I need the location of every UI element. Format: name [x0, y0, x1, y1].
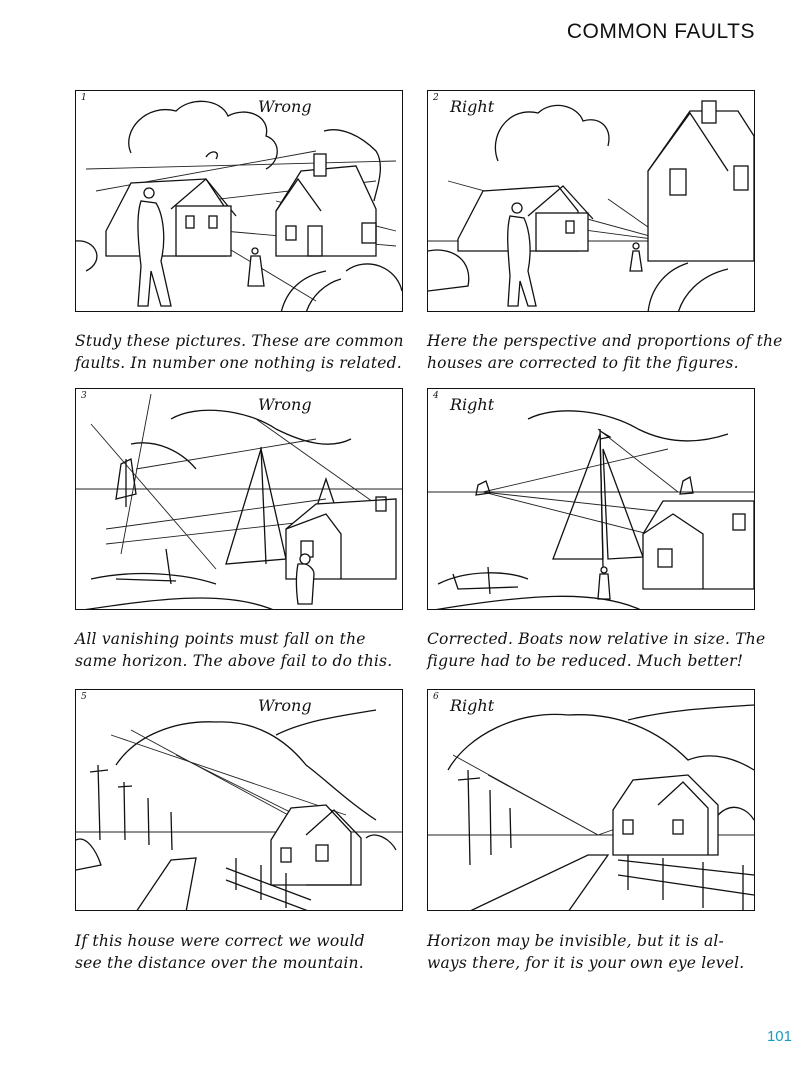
panel-verdict-label: Wrong	[258, 97, 312, 116]
caption-line: faults. In number one nothing is related.	[75, 354, 402, 372]
street-houses-right-drawing	[428, 91, 755, 312]
caption-line: figure had to be reduced. Much better!	[427, 652, 744, 670]
harbor-boats-wrong-drawing	[76, 389, 403, 610]
caption-line: Horizon may be invisible, but it is al-	[427, 932, 724, 950]
panel-verdict-label: Right	[450, 395, 495, 414]
panel-number: 1	[81, 93, 87, 103]
panel-5-caption	[75, 930, 405, 974]
panel-1-caption	[75, 330, 405, 374]
panel-verdict-label: Wrong	[258, 696, 312, 715]
street-houses-wrong-drawing	[76, 91, 403, 312]
panel-verdict-label: Wrong	[258, 395, 312, 414]
panel-6-caption	[427, 930, 757, 974]
illustration-panel-3	[75, 388, 403, 610]
caption-line: All vanishing points must fall on the	[75, 630, 366, 648]
caption-line: Here the perspective and proportions of the	[427, 332, 783, 350]
caption-line: Corrected. Boats now relative in size. The	[427, 630, 766, 648]
illustration-panel-6	[427, 689, 755, 911]
panel-verdict-label: Right	[450, 97, 495, 116]
panel-number: 4	[433, 391, 439, 401]
illustration-panel-2	[427, 90, 755, 312]
panel-number: 3	[81, 391, 87, 401]
panel-number: 5	[81, 692, 87, 702]
illustration-panel-1	[75, 90, 403, 312]
caption-line: ways there, for it is your own eye level.	[427, 954, 745, 972]
country-road-wrong-drawing	[76, 690, 403, 911]
panel-number: 6	[433, 692, 439, 702]
panel-number: 2	[433, 93, 439, 103]
page-number: 101	[766, 1028, 792, 1045]
page-title: COMMON FAULTS	[566, 20, 755, 43]
caption-line: same horizon. The above fail to do this.	[75, 652, 393, 670]
illustration-panel-4	[427, 388, 755, 610]
caption-line: Study these pictures. These are common	[75, 332, 404, 350]
panel-4-caption	[427, 628, 766, 672]
country-road-right-drawing	[428, 690, 755, 911]
caption-line: houses are corrected to fit the figures.	[427, 354, 739, 372]
panel-3-caption	[75, 628, 405, 672]
harbor-boats-right-drawing	[428, 389, 755, 610]
caption-line: see the distance over the mountain.	[75, 954, 364, 972]
panel-verdict-label: Right	[450, 696, 495, 715]
panel-2-caption	[427, 330, 783, 374]
illustration-panel-5	[75, 689, 403, 911]
caption-line: If this house were correct we would	[75, 932, 365, 950]
